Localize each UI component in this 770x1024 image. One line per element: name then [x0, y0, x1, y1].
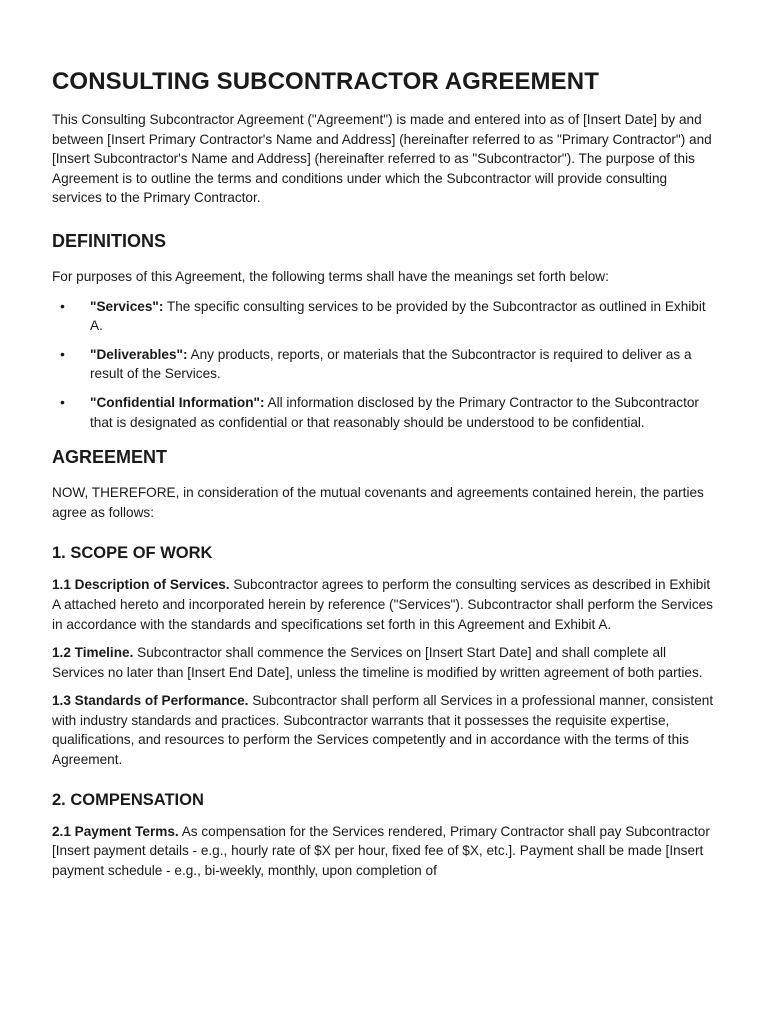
intro-paragraph: This Consulting Subcontractor Agreement ("Agreement") is made and entered into as of [Insert Date] by and between [Insert Primary Contractor's Name and Address] (hereinafter referred to as "Primary Contractor") and [Insert Subcontractor's Name and Address] (hereinafter referred to as "Subcontractor"). The purpose of this Agreement is to outline the terms and conditions under which the Subcontractor will provide consulting services to the Primary Contractor. [52, 112, 712, 206]
definition-item [52, 297, 720, 336]
bullet-icon: • [60, 393, 65, 410]
bullet-icon: • [60, 297, 65, 314]
definitions-lead: For purposes of this Agreement, the following terms shall have the meanings set forth below: [52, 268, 609, 284]
agreement-heading: AGREEMENT [52, 447, 168, 468]
definition-text: The specific consulting services to be provided by the Subcontractor as outlined in Exhibit A. [90, 298, 706, 334]
clause-label: 1.3 Standards of Performance. [52, 693, 249, 709]
clause-1-1 [52, 575, 720, 634]
definitions-heading: DEFINITIONS [52, 230, 167, 251]
compensation-heading: 2. COMPENSATION [52, 790, 204, 809]
bullet-icon: • [60, 345, 65, 362]
document-title: CONSULTING SUBCONTRACTOR AGREEMENT [52, 68, 599, 95]
document-page [52, 68, 720, 889]
clause-2-1 [52, 822, 720, 881]
definition-term: "Services": [90, 298, 164, 314]
definition-term: "Deliverables": [90, 346, 188, 362]
definition-text: All information disclosed by the Primary Contractor to the Subcontractor that is designated as confidential or that reasonably should be understood to be confidential. [90, 394, 699, 430]
clause-text: Subcontractor shall commence the Services on [Insert Start Date] and shall complete all Services no later than [Insert End Date], unless the timeline is modified by written agreement of both parties. [52, 645, 703, 680]
definition-item [52, 345, 720, 384]
clause-text: Subcontractor agrees to perform the consulting services as described in Exhibit A attached hereto and incorporated herein by reference ("Services"). Subcontractor shall perform the Services in accordance with the standards and specifications set forth in this Agreement and Exhibit A. [52, 577, 713, 632]
clause-1-3 [52, 691, 720, 769]
clause-text: Subcontractor shall perform all Services in a professional manner, consistent with industry standards and practices. Subcontractor warrants that it possesses the requisite expertise, qualifications, and resources to perform the Services competently and in accordance with the terms of this Agreement. [52, 693, 714, 768]
clause-1-2 [52, 643, 720, 682]
scope-heading: 1. SCOPE OF WORK [52, 544, 213, 563]
agreement-intro: NOW, THEREFORE, in consideration of the mutual covenants and agreements contained herein, the parties agree as follows: [52, 485, 704, 520]
definitions-list [52, 297, 720, 433]
clause-label: 1.1 Description of Services. [52, 577, 230, 593]
clause-text: As compensation for the Services rendered, Primary Contractor shall pay Subcontractor [Insert payment details - e.g., hourly rate of $X per hour, fixed fee of $X, etc.]. Payment shall be made [Insert payment schedule - e.g., bi-weekly, monthly, upon completion of [52, 823, 710, 878]
definition-item [52, 393, 720, 432]
clause-label: 1.2 Timeline. [52, 645, 134, 661]
definition-text: Any products, reports, or materials that the Subcontractor is required to deliver as a result of the Services. [90, 346, 692, 382]
definition-term: "Confidential Information": [90, 394, 265, 410]
clause-label: 2.1 Payment Terms. [52, 823, 179, 839]
